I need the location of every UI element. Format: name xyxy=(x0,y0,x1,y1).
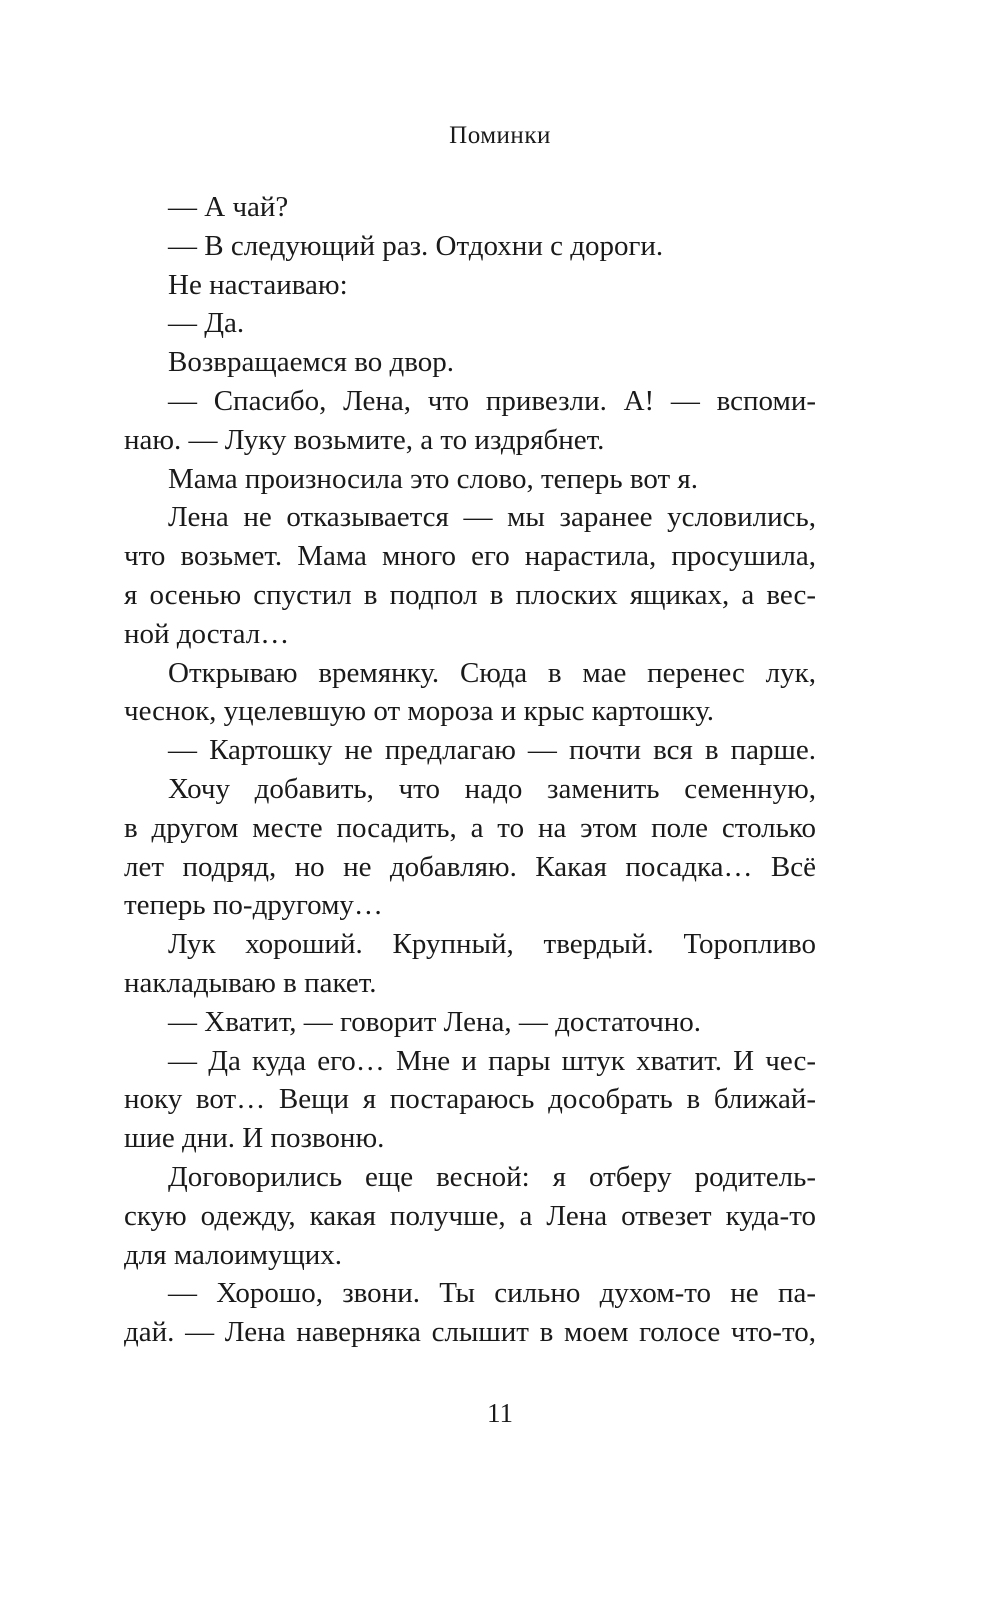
text-line: — Спасибо, Лена, что привезли. А! — вспоми- xyxy=(168,384,816,417)
text-line: дай. — Лена наверняка слышит в моем голосе что-то, xyxy=(124,1316,816,1349)
text-line: Не настаиваю: xyxy=(168,268,348,301)
text-line: я осенью спустил в подпол в плоских ящиках, а вес- xyxy=(124,578,816,611)
text-line: Договорились еще весной: я отберу родитель- xyxy=(168,1160,816,1193)
text-line: для малоимущих. xyxy=(124,1238,343,1271)
text-line: что возьмет. Мама много его нарастила, просушила, xyxy=(124,540,816,573)
text-line: наю. — Луку возьмите, а то издрябнет. xyxy=(124,423,605,456)
text-line: Лук хороший. Крупный, твердый. Торопливо xyxy=(168,928,816,961)
text-line: Открываю времянку. Сюда в мае перенес лук, xyxy=(168,656,816,689)
text-line: Возвращаемся во двор. xyxy=(168,346,454,379)
text-line: лет подряд, но не добавляю. Какая посадка… Всё xyxy=(124,850,816,883)
page-number: 11 xyxy=(487,1398,513,1428)
text-line: Хочу добавить, что надо заменить семенную, xyxy=(168,772,816,805)
text-line: чеснок, уцелевшую от мороза и крыс картошку. xyxy=(124,695,715,728)
text-line: — Картошку не предлагаю — почти вся в парше. xyxy=(168,734,816,767)
text-line: — Хватит, — говорит Лена, — достаточно. xyxy=(168,1005,702,1038)
text-line: ноку вот… Вещи я постараюсь дособрать в ближай- xyxy=(124,1083,816,1116)
text-line: ной достал… xyxy=(124,617,290,650)
text-line: шие дни. И позвоню. xyxy=(124,1122,385,1155)
text-line: Мама произносила это слово, теперь вот я. xyxy=(168,462,699,495)
text-line: в другом месте посадить, а то на этом поле столько xyxy=(124,811,816,844)
text-line: — Да куда его… Мне и пары штук хватит. И чес- xyxy=(168,1044,816,1077)
text-line: накладываю в пакет. xyxy=(124,966,377,999)
text-line: теперь по-другому… xyxy=(124,889,383,922)
text-line: — Хорошо, звони. Ты сильно духом-то не па- xyxy=(168,1277,816,1310)
text-line: — В следующий раз. Отдохни с дороги. xyxy=(168,229,664,262)
body-text xyxy=(124,188,816,1352)
text-line: скую одежду, какая получше, а Лена отвезет куда-то xyxy=(124,1199,816,1232)
text-line: — А чай? xyxy=(168,191,289,223)
running-title: Поминки xyxy=(449,122,551,149)
text-line: — Да. xyxy=(168,307,245,340)
text-line: Лена не отказывается — мы заранее условились, xyxy=(168,501,816,534)
